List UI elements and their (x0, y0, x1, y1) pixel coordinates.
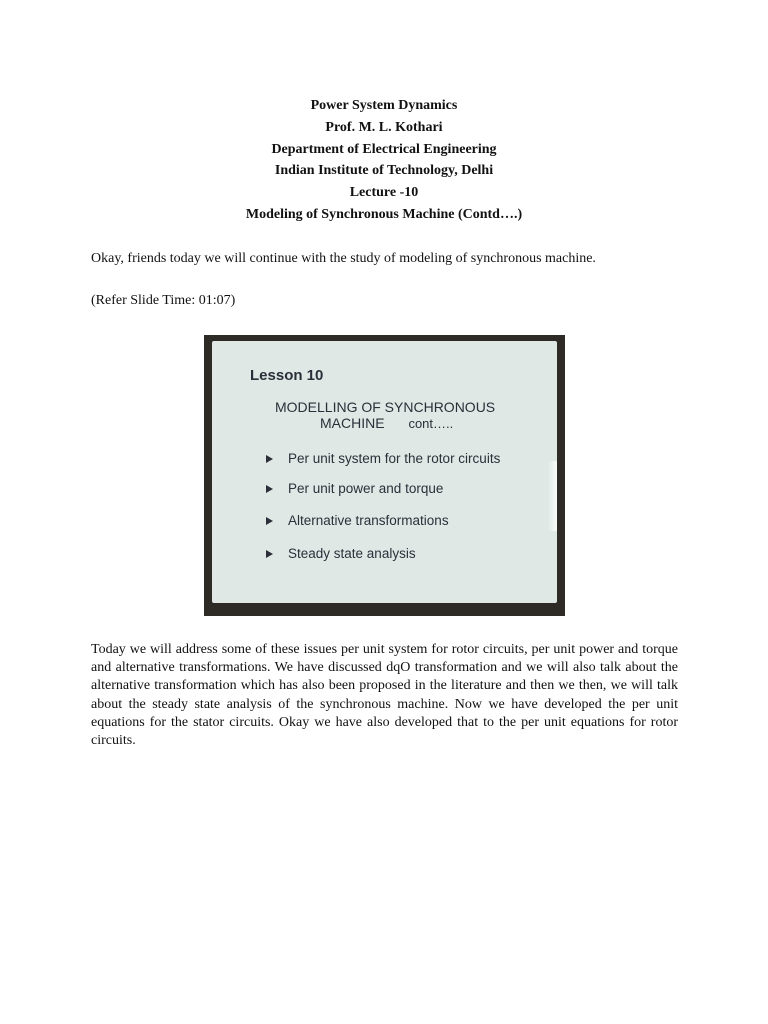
slide-time-reference: (Refer Slide Time: 01:07) (91, 293, 236, 308)
slide-bullet-item (266, 513, 449, 528)
institute-name: Indian Institute of Technology, Delhi (274, 163, 494, 179)
slide-bullet-item (266, 546, 416, 561)
body-paragraph: Today we will address some of these issues per unit system for rotor circuits, per unit power and torque and alternative transformations. We have discussed dqO transformation and we will also talk about the alternative transformation which has also been proposed in the literature and then we then, we will talk about the steady state analysis of the synchronous machine. Now we have developed the per unit equations for the stator circuits. Okay we have also developed that to the per unit equations for rotor circuits. (91, 642, 678, 749)
slide-title-line1: MODELLING OF SYNCHRONOUS (275, 399, 496, 415)
intro-paragraph: Okay, friends today we will continue with the study of modeling of synchronous machine. (91, 251, 596, 266)
document-header (0, 95, 768, 226)
slide-bullet-text: Alternative transformations (288, 513, 449, 528)
slide-bullet-text: Per unit power and torque (288, 481, 444, 496)
department-name: Department of Electrical Engineering (271, 141, 497, 157)
lecture-slide-image (204, 335, 565, 616)
bullet-arrow-icon (266, 517, 273, 525)
slide-bullet-item (266, 451, 500, 466)
slide-screen (212, 341, 557, 603)
slide-bullet-text: Steady state analysis (288, 546, 416, 561)
slide-bullet-text: Per unit system for the rotor circuits (288, 451, 501, 466)
bullet-arrow-icon (266, 455, 273, 463)
slide-title-machine: MACHINE (320, 415, 385, 431)
slide-title-line2 (320, 415, 453, 431)
course-title: Power System Dynamics (310, 98, 458, 113)
bullet-arrow-icon (266, 550, 273, 558)
slide-lesson-label: Lesson 10 (250, 367, 324, 384)
professor-name: Prof. M. L. Kothari (325, 119, 443, 135)
lecture-number: Lecture -10 (349, 185, 419, 201)
slide-bullet-item (266, 481, 443, 496)
slide-cont-label: cont….. (408, 416, 454, 431)
bullet-arrow-icon (266, 485, 273, 493)
lecture-title: Modeling of Synchronous Machine (Contd….) (245, 206, 523, 222)
